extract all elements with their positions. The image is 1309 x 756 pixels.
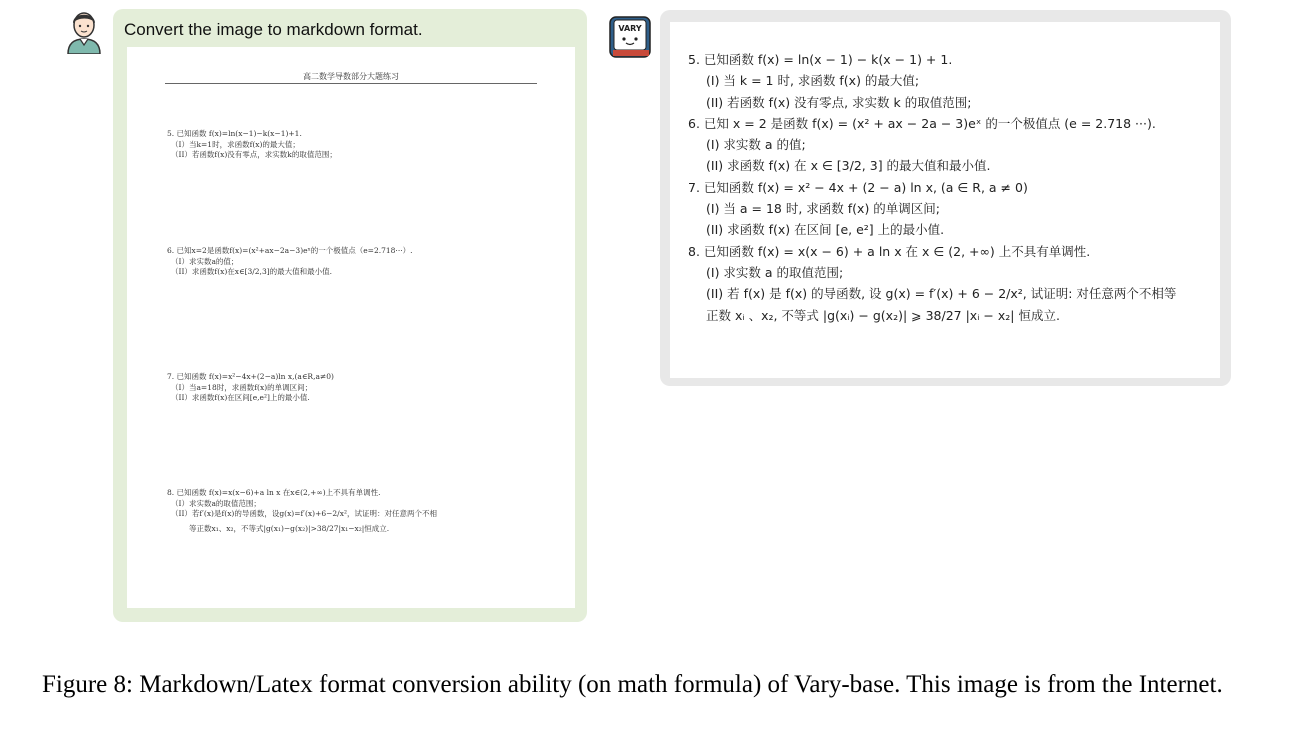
response-line: (I) 求实数 a 的取值范围;: [706, 264, 844, 280]
model-response-panel: [660, 10, 1231, 386]
input-document-image: [127, 47, 575, 608]
response-line: (II) 若 f(x) 是 f(x) 的导函数, 设 g(x) = f′(x) + 6 − 2/x², 试证明: 对任意两个不相等: [706, 286, 1177, 302]
document-title-rule: [165, 83, 537, 84]
document-line: 7. 已知函数 f(x)=x²−4x+(2−a)ln x,(a∈R,a≠0): [167, 372, 334, 381]
response-line: (I) 当 a = 18 时, 求函数 f(x) 的单调区间;: [706, 201, 941, 217]
figure-caption: Figure 8: Markdown/Latex format conversion ability (on math formula) of Vary-base. This image is from the Internet.: [42, 671, 1223, 698]
response-line: (II) 求函数 f(x) 在区间 [e, e²] 上的最小值.: [706, 222, 945, 238]
document-line: （I）当k=1时，求函数f(x)的最大值；: [171, 139, 300, 149]
document-line: 6. 已知x=2是函数f(x)=(x²+ax−2a−3)eˣ的一个极值点（e=2.718···）.: [167, 246, 413, 255]
response-markdown-render: [670, 22, 1220, 378]
document-line: （I）求实数a的值；: [171, 256, 239, 266]
document-line: （I）求实数a的取值范围；: [171, 498, 261, 508]
document-line: 5. 已知函数 f(x)=ln(x−1)−k(x−1)+1.: [167, 129, 302, 138]
response-line: 8. 已知函数 f(x) = x(x − 6) + a ln x 在 x ∈ (2, +∞) 上不具有单调性.: [688, 243, 1091, 259]
document-line: （I）当a=18时，求函数f(x)的单调区间；: [171, 382, 313, 392]
response-line: 5. 已知函数 f(x) = ln(x − 1) − k(x − 1) + 1.: [688, 52, 953, 67]
document-line: （II）求函数f(x)在区间[e,e²]上的最小值.: [171, 393, 310, 402]
response-line: (I) 当 k = 1 时, 求函数 f(x) 的最大值;: [706, 73, 920, 89]
response-line: (II) 若函数 f(x) 没有零点, 求实数 k 的取值范围;: [706, 94, 972, 110]
document-title: 高二数学导数部分大题练习: [303, 72, 399, 81]
user-prompt-text: Convert the image to markdown format.: [124, 20, 423, 39]
response-text: [688, 49, 1218, 326]
document-problem-5: [167, 129, 557, 161]
document-line: （II）若函数f(x)没有零点，求实数k的取值范围；: [171, 150, 337, 159]
response-line: (I) 求实数 a 的值;: [706, 137, 806, 153]
document-problem-6: [167, 246, 557, 278]
user-message-panel: [113, 9, 587, 622]
response-line: 6. 已知 x = 2 是函数 f(x) = (x² + ax − 2a − 3)eˣ 的一个极值点 (e = 2.718 ···).: [688, 115, 1156, 131]
response-line: 7. 已知函数 f(x) = x² − 4x + (2 − a) ln x, (a ∈ R, a ≠ 0): [688, 179, 1028, 195]
vary-logo-text: VARY: [618, 24, 642, 33]
document-line: （II）若f′(x)是f(x)的导函数，设g(x)=f′(x)+6−2/x²，试证明：对任意两个不相: [171, 509, 437, 518]
document-line: 等正数x₁、x₂，不等式|g(x₁)−g(x₂)|>38/27|x₁−x₂|恒成立.: [189, 523, 390, 533]
document-line: （II）求函数f(x)在x∈[3/2,3]的最大值和最小值.: [171, 267, 333, 276]
vary-logo-icon: [606, 14, 654, 60]
document-problem-7: [167, 372, 557, 404]
document-problem-8: [167, 488, 557, 534]
response-line: 正数 xᵢ 、x₂, 不等式 |g(xᵢ) − g(x₂)| ⩾ 38/27 |xᵢ − x₂| 恒成立.: [706, 307, 1060, 323]
response-line: (II) 求函数 f(x) 在 x ∈ [3/2, 3] 的最大值和最小值.: [706, 158, 991, 174]
person-avatar-icon: [64, 8, 104, 54]
document-line: 8. 已知函数 f(x)=x(x−6)+a ln x 在x∈(2,+∞)上不具有单调性.: [167, 488, 381, 497]
